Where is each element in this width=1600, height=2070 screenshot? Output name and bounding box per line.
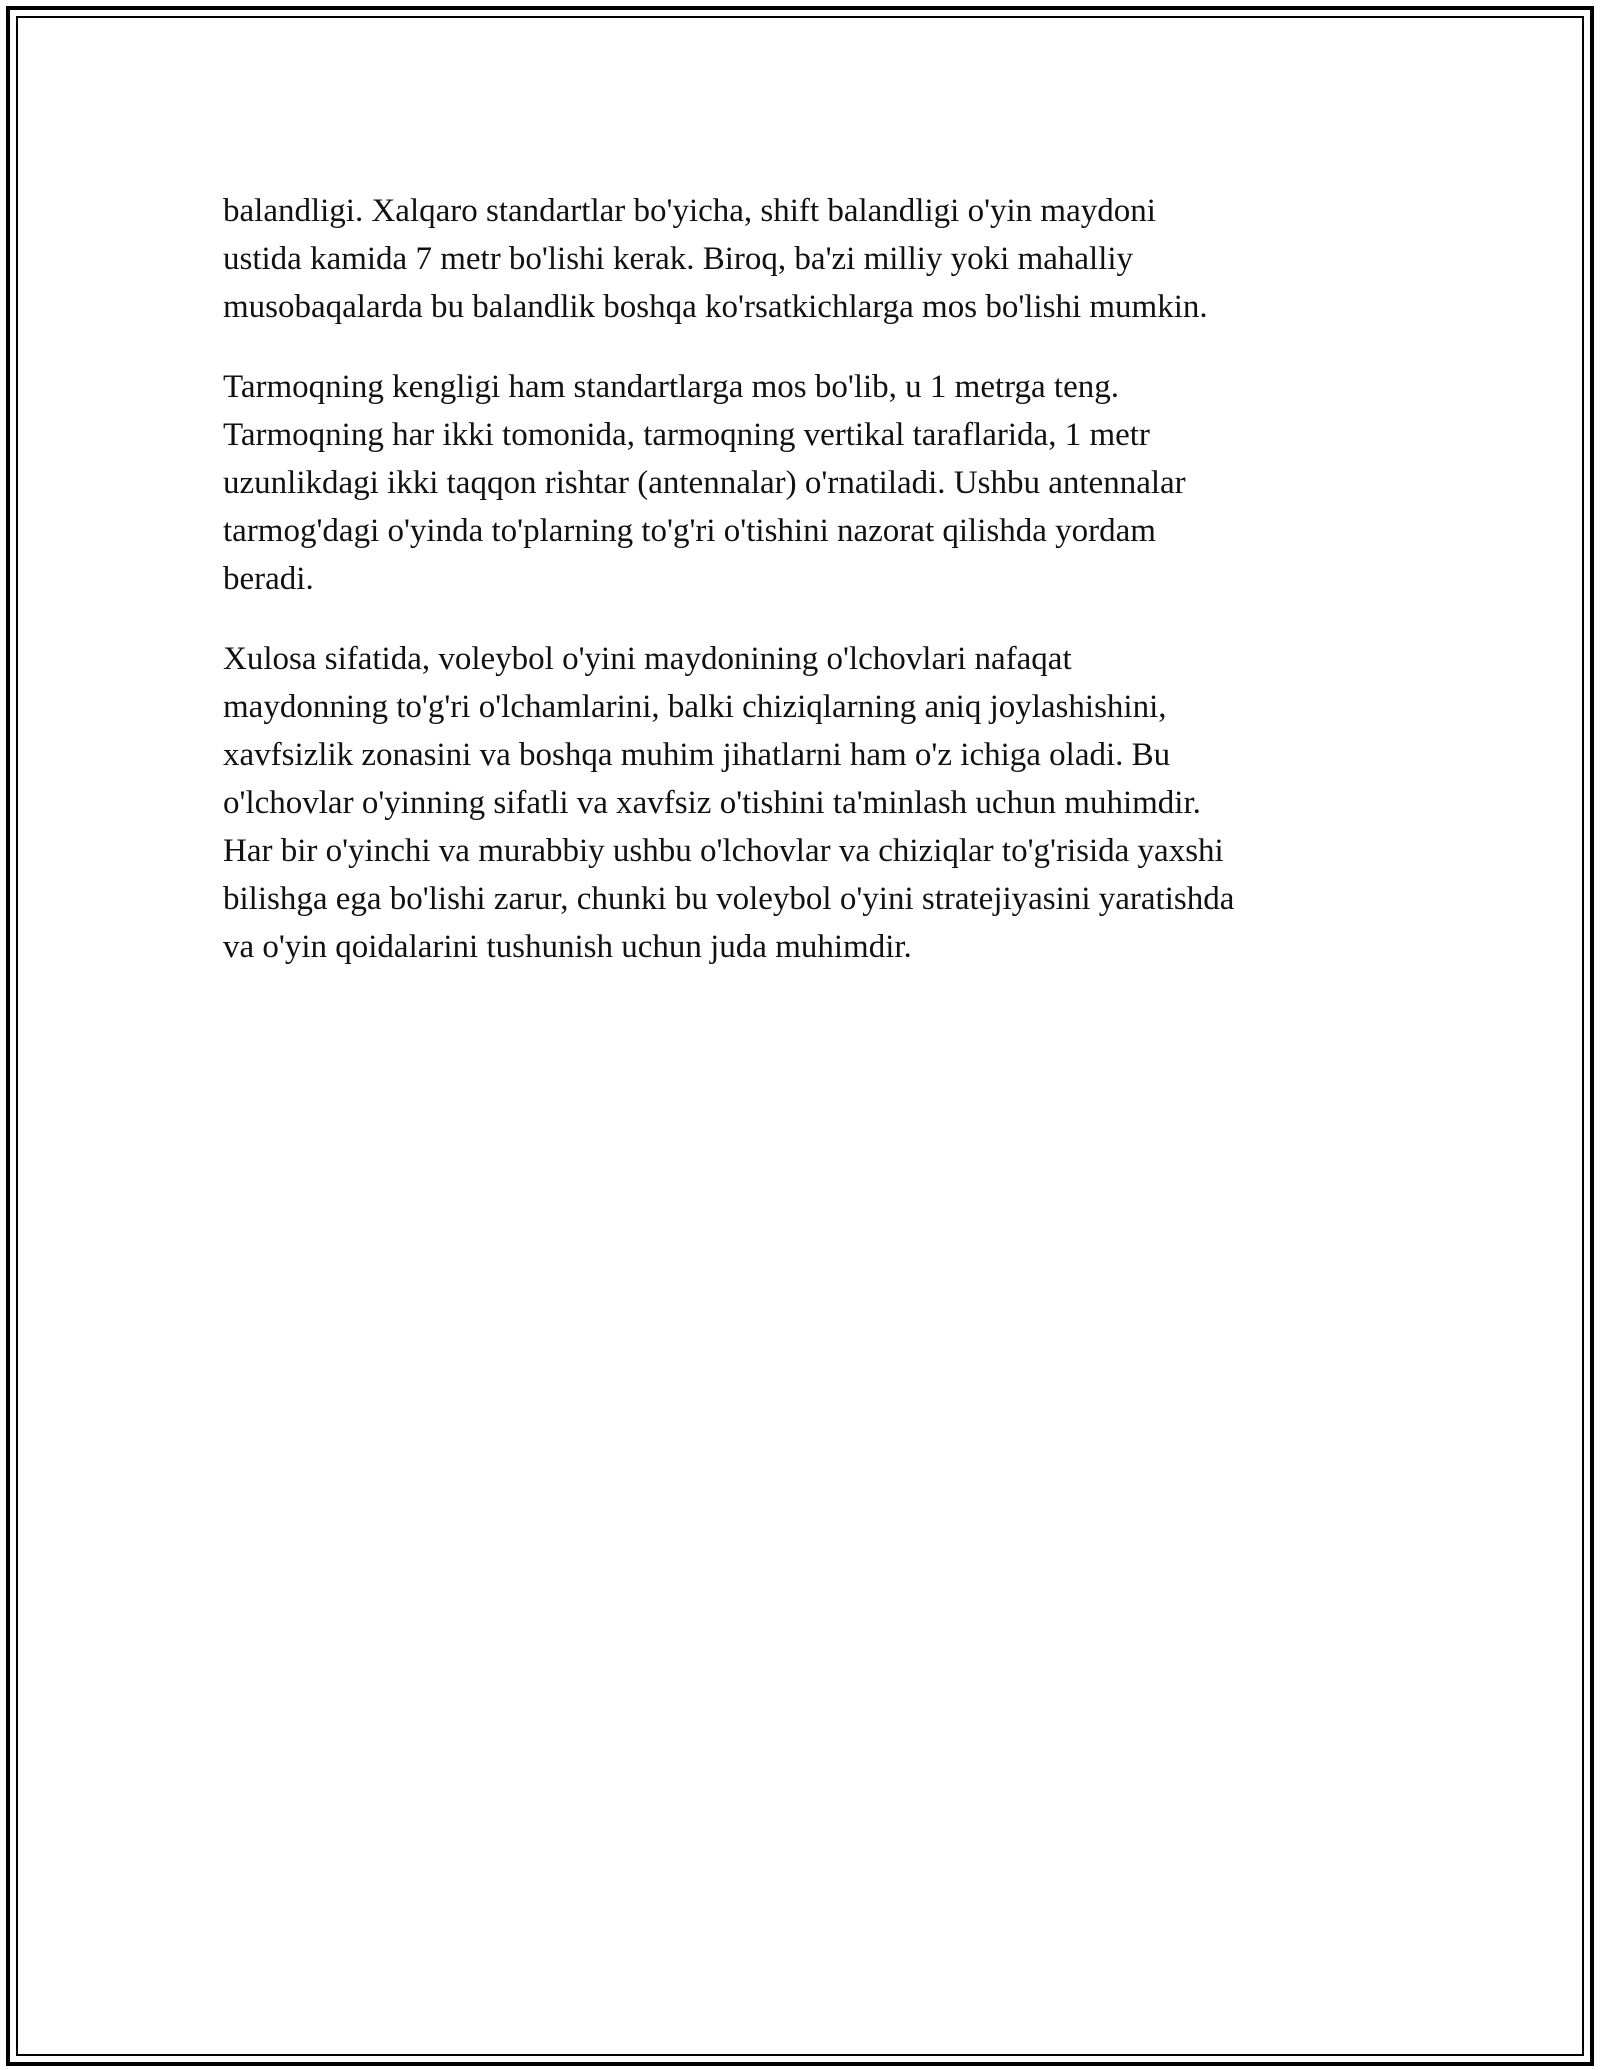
document-body xyxy=(223,187,1383,1003)
text-line: uzunlikdagi ikki taqqon rishtar (antennalar) o'rnatiladi. Ushbu antennalar xyxy=(223,465,1186,501)
text-line: Xulosa sifatida, voleybol o'yini maydonining o'lchovlari nafaqat xyxy=(223,641,1072,677)
text-line: tarmog'dagi o'yinda to'plarning to'g'ri o'tishini nazorat qilishda yordam xyxy=(223,513,1156,549)
paragraph-conclusion xyxy=(223,635,1383,971)
text-line: Tarmoqning har ikki tomonida, tarmoqning vertikal taraflarida, 1 metr xyxy=(223,417,1150,453)
text-line: Tarmoqning kengligi ham standartlarga mos bo'lib, u 1 metrga teng. xyxy=(223,369,1119,405)
text-line: musobaqalarda bu balandlik boshqa ko'rsatkichlarga mos bo'lishi mumkin. xyxy=(223,289,1208,325)
paragraph-ceiling-height xyxy=(223,187,1383,331)
text-line: maydonning to'g'ri o'lchamlarini, balki chiziqlarning aniq joylashishini, xyxy=(223,689,1167,725)
text-line: o'lchovlar o'yinning sifatli va xavfsiz o'tishini ta'minlash uchun muhimdir. xyxy=(223,785,1201,821)
paragraph-net-width xyxy=(223,363,1383,603)
text-line: ustida kamida 7 metr bo'lishi kerak. Biroq, ba'zi milliy yoki mahalliy xyxy=(223,241,1134,277)
text-line: beradi. xyxy=(223,561,314,597)
text-line: xavfsizlik zonasini va boshqa muhim jihatlarni ham o'z ichiga oladi. Bu xyxy=(223,737,1171,773)
text-line: balandligi. Xalqaro standartlar bo'yicha, shift balandligi o'yin maydoni xyxy=(223,193,1156,229)
text-line: va o'yin qoidalarini tushunish uchun juda muhimdir. xyxy=(223,929,912,965)
text-line: bilishga ega bo'lishi zarur, chunki bu voleybol o'yini stratejiyasini yaratishda xyxy=(223,881,1235,917)
text-line: Har bir o'yinchi va murabbiy ushbu o'lchovlar va chiziqlar to'g'risida yaxshi xyxy=(223,833,1224,869)
